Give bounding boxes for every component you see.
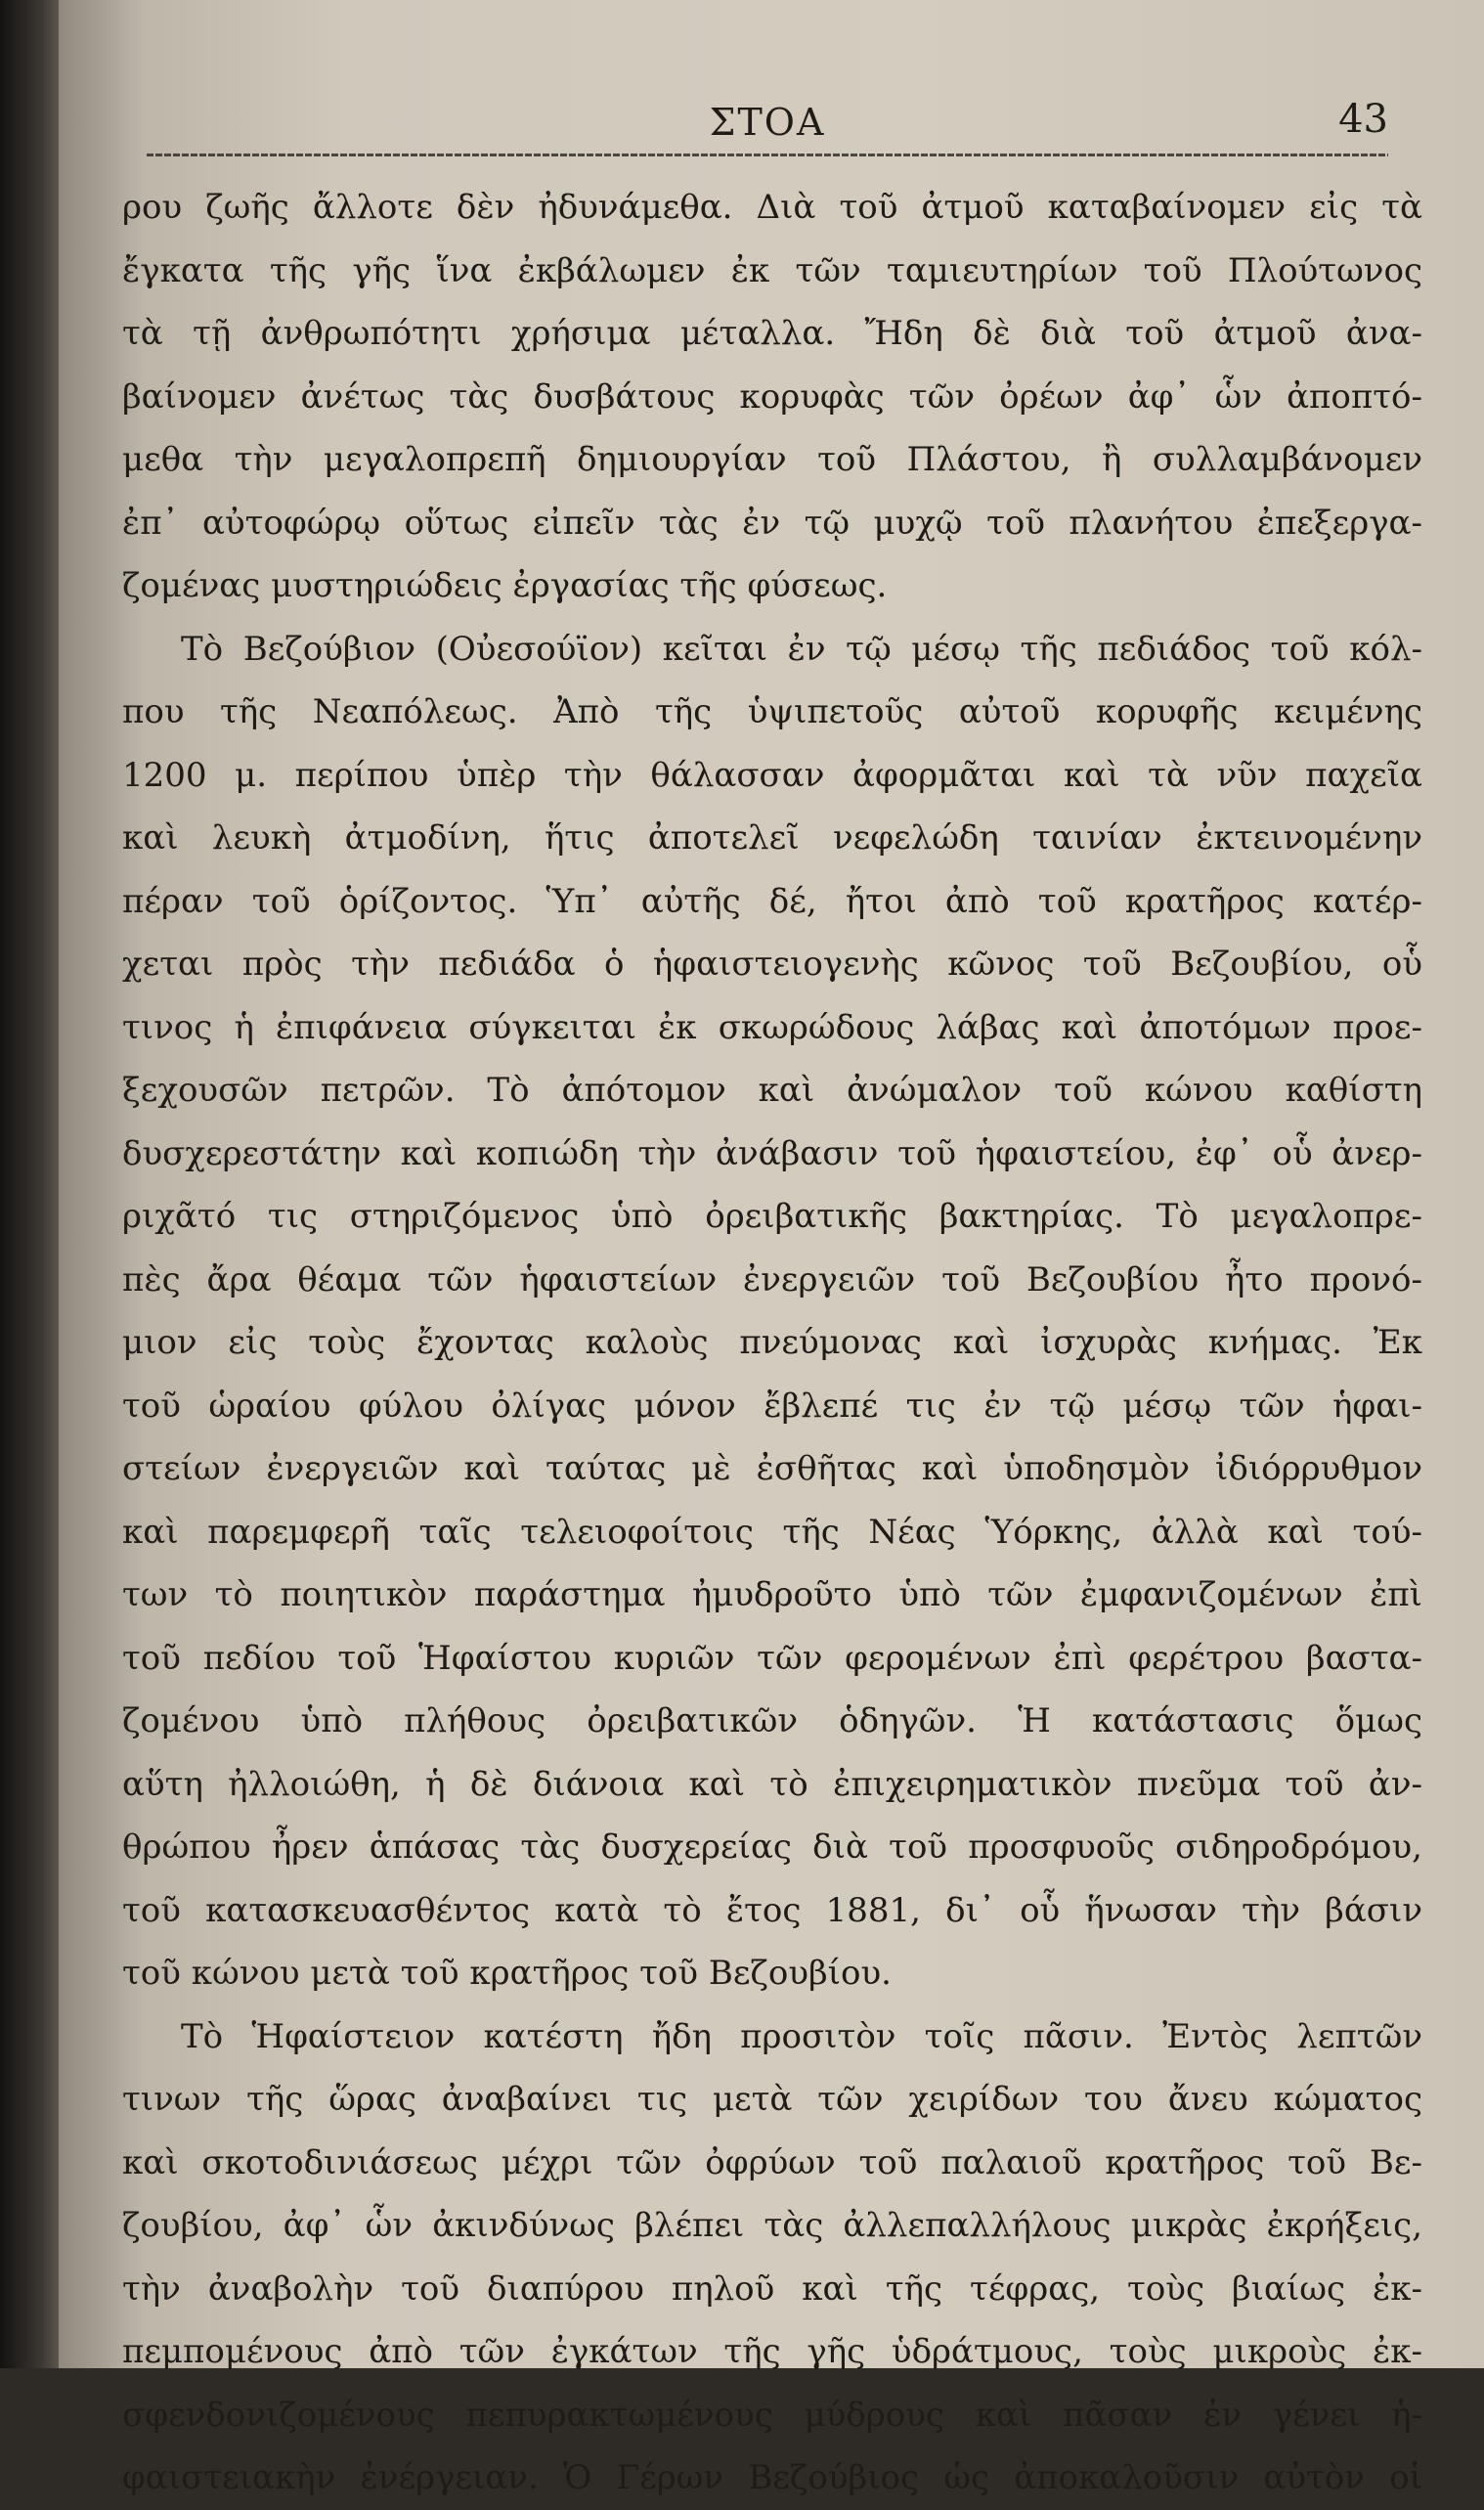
text-body	[122, 176, 1422, 2497]
text-line: τινος ἡ ἐπιφάνεια σύγκειται ἐκ σκωρώδους λάβας καὶ ἀποτόμων προε-	[122, 1007, 1422, 1047]
text-line: ξεχουσῶν πετρῶν. Τὸ ἀπότομον καὶ ἀνώμαλον τοῦ κώνου καθίστη	[122, 1071, 1422, 1110]
text-line: μιον εἰς τοὺς ἔχοντας καλοὺς πνεύμονας καὶ ἰσχυρὰς κνήμας. Ἐκ	[122, 1323, 1422, 1362]
text-line: βαίνομεν ἀνέτως τὰς δυσβάτους κορυφὰς τῶν ὀρέων ἀφ᾽ ὧν ἀποπτό-	[122, 376, 1422, 417]
running-head	[147, 93, 1388, 161]
book-page	[59, 0, 1484, 2497]
running-title: ΣΤΟΑ	[709, 101, 826, 144]
page-number: 43	[1338, 97, 1388, 142]
text-line: χεται πρὸς τὴν πεδιάδα ὁ ἡφαιστειογενὴς κῶνος τοῦ Βεζουβίου, οὗ	[122, 945, 1422, 984]
text-line: καὶ σκοτοδινιάσεως μέχρι τῶν ὀφρύων τοῦ παλαιοῦ κρατῆρος τοῦ Βε-	[122, 2142, 1422, 2182]
text-line: ρου ζωῆς ἄλλοτε δὲν ἠδυνάμεθα. Διὰ τοῦ ἀτμοῦ καταβαίνομεν εἰς τὰ	[122, 188, 1422, 227]
text-line: δυσχερεστάτην καὶ κοπιώδη τὴν ἀνάβασιν τοῦ ἡφαιστείου, ἐφ᾽ οὗ ἀνερ-	[122, 1133, 1422, 1173]
text-line: των τὸ ποιητικὸν παράστημα ἠμυδροῦτο ὑπὸ τῶν ἐμφανιζομένων ἐπὶ	[122, 1575, 1422, 1614]
text-line: ἔγκατα τῆς γῆς ἵνα ἐκβάλωμεν ἐκ τῶν ταμιευτηρίων τοῦ Πλούτωνος	[122, 250, 1422, 290]
text-line: αὕτη ἠλλοιώθη, ἡ δὲ διάνοια καὶ τὸ ἐπιχειρηματικὸν πνεῦμα τοῦ ἀν-	[122, 1764, 1422, 1804]
text-line: ζομένας μυστηριώδεις ἐργασίας τῆς φύσεως.	[122, 566, 888, 605]
text-line: στείων ἐνεργειῶν καὶ ταύτας μὲ ἐσθῆτας καὶ ὑποδησμὸν ἰδιόρρυθμον	[122, 1449, 1422, 1488]
text-line: τοῦ πεδίου τοῦ Ἡφαίστου κυριῶν τῶν φερομένων ἐπὶ φερέτρου βαστα-	[122, 1638, 1422, 1678]
text-line: ἐπ᾽ αὐτοφώρῳ οὕτως εἰπεῖν τὰς ἐν τῷ μυχῷ τοῦ πλανήτου ἐπεξεργα-	[122, 503, 1422, 543]
text-line: πὲς ἄρα θέαμα τῶν ἡφαιστείων ἐνεργειῶν τοῦ Βεζουβίου ἦτο προνό-	[122, 1259, 1422, 1299]
text-line: ζουβίου, ἀφ᾽ ὧν ἀκινδύνως βλέπει τὰς ἀλλεπαλλήλους μικρὰς ἐκρήξεις,	[122, 2206, 1422, 2245]
text-line: σφενδονιζομένους πεπυρακτωμένους μύδρους καὶ πᾶσαν ἐν γένει ἡ-	[122, 2395, 1422, 2435]
header-rule	[147, 154, 1388, 156]
text-line: θρώπου ἦρεν ἁπάσας τὰς δυσχερείας διὰ τοῦ προσφυοῦς σιδηροδρόμου,	[122, 1827, 1422, 1867]
text-line: πέραν τοῦ ὁρίζοντος. Ὑπ᾽ αὐτῆς δέ, ἤτοι ἀπὸ τοῦ κρατῆρος κατέρ-	[122, 881, 1422, 921]
text-line: τοῦ ὡραίου φύλου ὀλίγας μόνον ἔβλεπέ τις ἐν τῷ μέσῳ τῶν ἡφαι-	[122, 1386, 1422, 1426]
text-line: τὴν ἀναβολὴν τοῦ διαπύρου πηλοῦ καὶ τῆς τέφρας, τοὺς βιαίως ἐκ-	[122, 2268, 1422, 2309]
text-line: καὶ λευκὴ ἀτμοδίνη, ἥτις ἀποτελεῖ νεφελώδη ταινίαν ἐκτεινομένην	[122, 818, 1422, 858]
text-line: τοῦ κώνου μετὰ τοῦ κρατῆρος τοῦ Βεζουβίου.	[122, 1954, 892, 1993]
text-line: που τῆς Νεαπόλεως. Ἀπὸ τῆς ὑψιπετοῦς αὐτοῦ κορυφῆς κειμένης	[122, 692, 1422, 731]
text-line: καὶ παρεμφερῆ ταῖς τελειοφοίτοις τῆς Νέας Ὑόρκης, ἀλλὰ καὶ τού-	[122, 1512, 1422, 1552]
text-line: φαιστειακὴν ἐνέργειαν. Ὁ Γέρων Βεζούβιος ὡς ἀποκαλοῦσιν αὐτὸν οἱ	[122, 2458, 1422, 2497]
text-line: μεθα τὴν μεγαλοπρεπῆ δημιουργίαν τοῦ Πλάστου, ἢ συλλαμβάνομεν	[122, 440, 1422, 479]
text-line: τοῦ κατασκευασθέντος κατὰ τὸ ἔτος 1881, δι᾽ οὗ ἥνωσαν τὴν βάσιν	[122, 1890, 1422, 1930]
text-line: τινων τῆς ὥρας ἀναβαίνει τις μετὰ τῶν χειρίδων του ἄνευ κώματος	[122, 2080, 1422, 2119]
text-line: τὰ τῇ ἀνθρωπότητι χρήσιμα μέταλλα. Ἤδη δὲ διὰ τοῦ ἀτμοῦ ἀνα-	[122, 314, 1422, 353]
text-line: ζομένου ὑπὸ πλήθους ὀρειβατικῶν ὁδηγῶν. Ἡ κατάστασις ὅμως	[122, 1701, 1422, 1740]
text-line: Τὸ Ἡφαίστειον κατέστη ἤδη προσιτὸν τοῖς πᾶσιν. Ἐντὸς λεπτῶν	[181, 2016, 1422, 2056]
text-line: πεμπομένους ἀπὸ τῶν ἐγκάτων τῆς γῆς ὑδράτμους, τοὺς μικροὺς ἐκ-	[122, 2332, 1422, 2371]
text-line: Τὸ Βεζούβιον (Οὐεσούϊον) κεῖται ἐν τῷ μέσῳ τῆς πεδιάδος τοῦ κόλ-	[181, 629, 1422, 669]
text-line: ριχᾶτό τις στηριζόμενος ὑπὸ ὀρειβατικῆς βακτηρίας. Τὸ μεγαλοπρε-	[122, 1197, 1422, 1236]
text-line: 1200 μ. περίπου ὑπὲρ τὴν θάλασσαν ἀφορμᾶται καὶ τὰ νῦν παχεῖα	[122, 755, 1422, 795]
